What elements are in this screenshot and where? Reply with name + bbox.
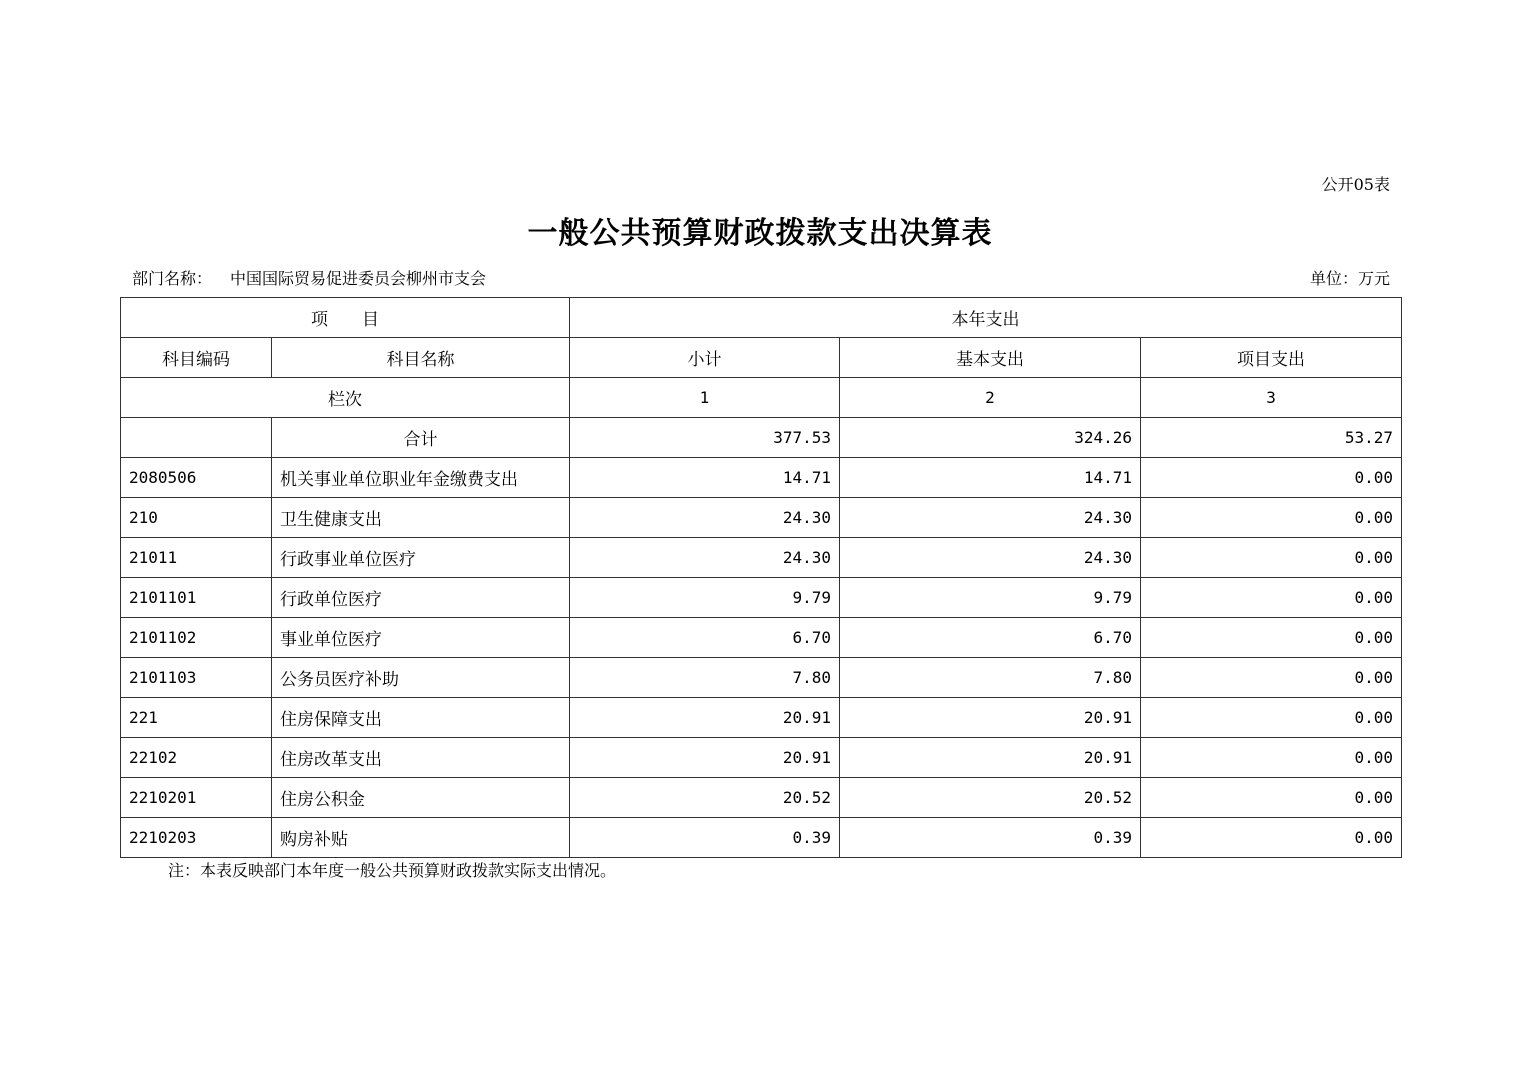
header-subtotal: 小计 xyxy=(570,338,840,378)
row-subtotal: 20.91 xyxy=(570,698,840,738)
header-name: 科目名称 xyxy=(272,338,570,378)
row-project: 0.00 xyxy=(1141,578,1402,618)
page-title: 一般公共预算财政拨款支出决算表 xyxy=(527,216,993,251)
total-subtotal: 377.53 xyxy=(570,418,840,458)
table-row xyxy=(121,538,1402,578)
row-name: 住房公积金 xyxy=(272,778,570,818)
row-project: 0.00 xyxy=(1141,698,1402,738)
row-subtotal: 24.30 xyxy=(570,538,840,578)
row-basic: 7.80 xyxy=(840,658,1141,698)
total-project: 53.27 xyxy=(1141,418,1402,458)
department-line xyxy=(132,266,486,289)
table-row xyxy=(121,738,1402,778)
row-basic: 14.71 xyxy=(840,458,1141,498)
row-subtotal: 7.80 xyxy=(570,658,840,698)
row-basic: 0.39 xyxy=(840,818,1141,858)
header-basic: 基本支出 xyxy=(840,338,1141,378)
row-subtotal: 9.79 xyxy=(570,578,840,618)
header-col-2: 2 xyxy=(840,378,1141,418)
row-code: 210 xyxy=(121,498,272,538)
row-name: 卫生健康支出 xyxy=(272,498,570,538)
total-label: 合计 xyxy=(272,418,570,458)
row-basic: 20.91 xyxy=(840,698,1141,738)
row-name: 事业单位医疗 xyxy=(272,618,570,658)
table-row xyxy=(121,578,1402,618)
row-basic: 6.70 xyxy=(840,618,1141,658)
header-current-year: 本年支出 xyxy=(570,298,1402,338)
row-subtotal: 20.52 xyxy=(570,778,840,818)
row-subtotal: 6.70 xyxy=(570,618,840,658)
table-row xyxy=(121,618,1402,658)
department-label: 部门名称： xyxy=(132,269,213,288)
header-project-expenditure: 项目支出 xyxy=(1141,338,1402,378)
footnote: 注：本表反映部门本年度一般公共预算财政拨款实际支出情况。 xyxy=(168,861,617,880)
table-row xyxy=(121,498,1402,538)
row-subtotal: 0.39 xyxy=(570,818,840,858)
row-name: 行政单位医疗 xyxy=(272,578,570,618)
row-code: 2080506 xyxy=(121,458,272,498)
table-row xyxy=(121,458,1402,498)
row-subtotal: 14.71 xyxy=(570,458,840,498)
total-code xyxy=(121,418,272,458)
row-basic: 24.30 xyxy=(840,538,1141,578)
row-basic: 24.30 xyxy=(840,498,1141,538)
row-project: 0.00 xyxy=(1141,538,1402,578)
row-code: 22102 xyxy=(121,738,272,778)
header-column-order: 栏次 xyxy=(121,378,570,418)
row-project: 0.00 xyxy=(1141,498,1402,538)
total-basic: 324.26 xyxy=(840,418,1141,458)
row-code: 2101101 xyxy=(121,578,272,618)
header-row-3 xyxy=(121,378,1402,418)
row-name: 行政事业单位医疗 xyxy=(272,538,570,578)
row-name: 公务员医疗补助 xyxy=(272,658,570,698)
row-project: 0.00 xyxy=(1141,658,1402,698)
expenditure-table xyxy=(120,297,1402,858)
header-col-1: 1 xyxy=(570,378,840,418)
row-code: 221 xyxy=(121,698,272,738)
table-row xyxy=(121,698,1402,738)
row-code: 2101102 xyxy=(121,618,272,658)
row-project: 0.00 xyxy=(1141,738,1402,778)
row-code: 2210203 xyxy=(121,818,272,858)
row-project: 0.00 xyxy=(1141,778,1402,818)
department-name: 中国国际贸易促进委员会柳州市支会 xyxy=(230,269,487,288)
row-project: 0.00 xyxy=(1141,618,1402,658)
row-project: 0.00 xyxy=(1141,818,1402,858)
header-project: 项 目 xyxy=(121,298,570,338)
row-subtotal: 20.91 xyxy=(570,738,840,778)
row-subtotal: 24.30 xyxy=(570,498,840,538)
row-code: 2101103 xyxy=(121,658,272,698)
row-basic: 9.79 xyxy=(840,578,1141,618)
row-name: 机关事业单位职业年金缴费支出 xyxy=(272,458,570,498)
unit-label: 单位：万元 xyxy=(1309,269,1390,288)
row-project: 0.00 xyxy=(1141,458,1402,498)
row-basic: 20.91 xyxy=(840,738,1141,778)
row-basic: 20.52 xyxy=(840,778,1141,818)
row-name: 住房改革支出 xyxy=(272,738,570,778)
table-row xyxy=(121,818,1402,858)
form-number: 公开05表 xyxy=(1321,175,1390,194)
row-code: 21011 xyxy=(121,538,272,578)
header-col-3: 3 xyxy=(1141,378,1402,418)
total-row xyxy=(121,418,1402,458)
header-row-1 xyxy=(121,298,1402,338)
row-name: 购房补贴 xyxy=(272,818,570,858)
table-row xyxy=(121,658,1402,698)
row-code: 2210201 xyxy=(121,778,272,818)
table-row xyxy=(121,778,1402,818)
header-row-2 xyxy=(121,338,1402,378)
row-name: 住房保障支出 xyxy=(272,698,570,738)
header-code: 科目编码 xyxy=(121,338,272,378)
